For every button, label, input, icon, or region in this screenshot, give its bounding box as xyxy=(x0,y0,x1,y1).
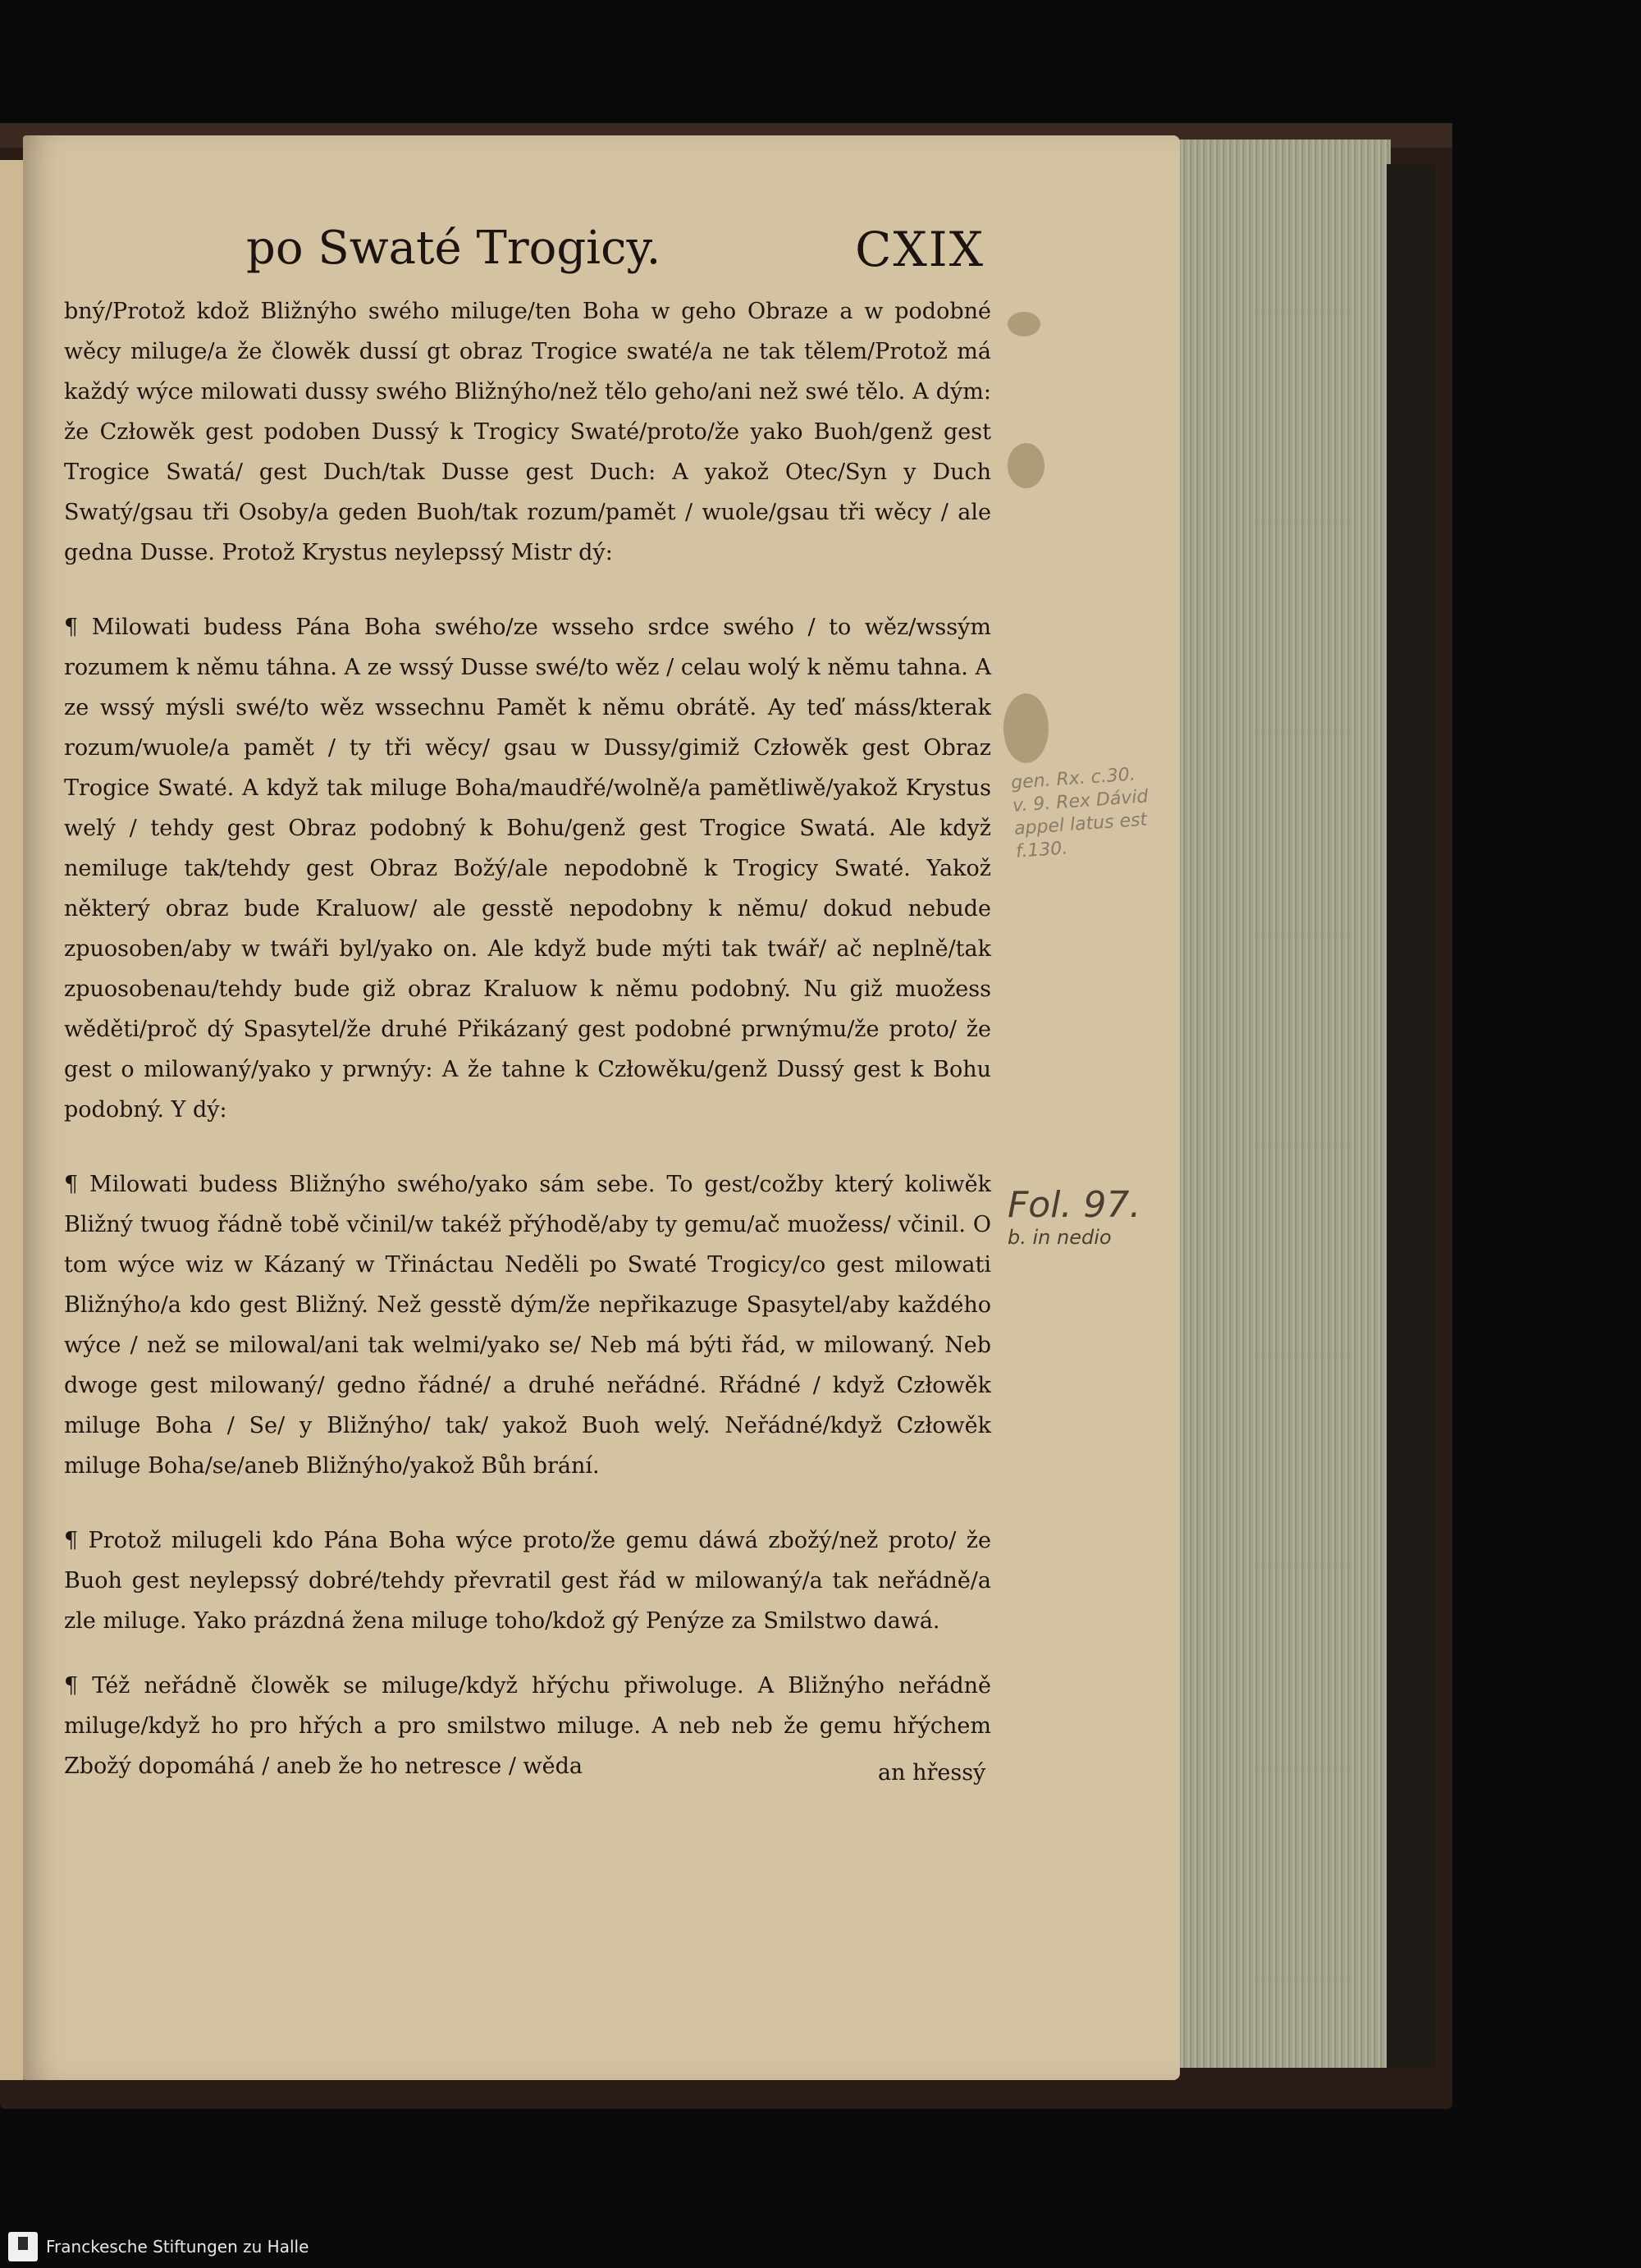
catchword: an hřessý xyxy=(878,1760,986,1786)
institution-name: Franckesche Stiftungen zu Halle xyxy=(46,2237,309,2257)
marginal-note-sub: b. in nedio xyxy=(1008,1226,1112,1249)
paper-stain xyxy=(1008,312,1040,336)
paragraph: ¶ Milowati budess Pána Boha swého/ze wsseho srdce swého / to wěz/wssým rozumem k němu táhna. A ze wssý Dusse swé/to wěz / celau wolý k němu tahna. A ze wssý mýsli swé/to wěz wssechnu Pamět k němu obrátě. Ay teď máss/kterak rozum/wuole/a pamět / ty tři wěcy/ gsau w Dussy/gimiž Człowěk gest Obraz Trogice Swaté. A když tak miluge Boha/maudřé/wolně/a pamětliwě/yakož Krystus welý / tehdy gest Obraz podobný k Bohu/genž gest Trogice Swatá. Ale když nemiluge tak/tehdy gest Obraz Božý/ale nepodobně k Trogicy Swaté. Yakož některý obraz bude Kraluow/ ale gesstě nepodobny k němu/ dokud nebude zpuosoben/aby w twáři byl/yako on. Ale když bude mýti tak twář/ ač neplně/tak zpuosobenau/tehdy bude giž obraz Kraluow k němu podobný. Nu giž muožess wěděti/proč dý Spasytel/že druhé Přikázaný gest podobné prwnýmu/že proto/ že gest o milowaný/yako y prwnýy: A že tahne k Człowěku/genž Dussý gest k Bohu podobný. Y dý: xyxy=(64,615,991,1123)
folio-number: CXIX xyxy=(855,222,985,277)
paper-stain xyxy=(1008,443,1044,488)
marginal-note-main: Fol. 97. xyxy=(1008,1184,1141,1226)
marginal-note: gen. Rx. c.30. v. 9. Rex Dávid appel latus est f.130. xyxy=(1010,764,1150,862)
facing-page-edge xyxy=(0,160,25,2080)
page-block-edge xyxy=(1173,139,1391,2068)
paragraph: ¶ Též neřádně člowěk se miluge/když hřýchu přiwoluge. A Bližnýho neřádně miluge/když ho pro hřých a pro smilstwo miluge. A neb neb že gemu hřýchem Zbožý dopomáhá / aneb že ho netresce / wěda xyxy=(64,1673,991,1779)
body-text xyxy=(64,291,991,1786)
paragraph: ¶ Protož milugeli kdo Pána Boha wýce proto/že gemu dáwá zbožý/než proto/ že Buoh gest neylepssý dobré/tehdy převratil gest řád w milowaný/a tak neřádně/a zle miluge. Yako prázdná žena miluge toho/kdož gý Penýze za Smilstwo dawá. xyxy=(64,1528,991,1634)
marginal-note xyxy=(1008,1186,1180,1250)
page-header xyxy=(246,222,985,287)
institution-logo-icon xyxy=(8,2232,38,2261)
paragraph: ¶ Milowati budess Bližnýho swého/yako sám sebe. To gest/cožby který koliwěk Bližný twuog řádně tobě včinil/w takéž přýhodě/aby ty gemu/ač muožess/ včinil. O tom wýce wiz w Kázaný w Třináctau Neděli po Swaté Trogicy/co gest milowati Bližnýho/a kdo gest Bližný. Než gesstě dým/že nepřikazuge Spasytel/aby každého wýce / než se milowal/ani tak welmi/yako se/ Neb má býti řád, w milowaný. Neb dwoge gest milowaný/ gedno řádné/ a druhé neřádné. Rřádné / když Człowěk miluge Boha / Se/ y Bližnýho/ tak/ yakož Buoh welý. Neřádné/když Człowěk miluge Boha/se/aneb Bližnýho/yakož Bůh brání. xyxy=(64,1172,991,1479)
paper-stain xyxy=(1003,693,1049,763)
page-block-shadow xyxy=(1387,164,1436,2068)
paragraph: bný/Protož kdož Bližnýho swého miluge/ten Boha w geho Obraze a w podobné wěcy miluge/a že člowěk dussí gt obraz Trogice swaté/a ne tak tělem/Protož má každý wýce milowati dussy swého Bližnýho/než tělo geho/ani než swé tělo. A dým: že Człowěk gest podoben Dussý k Trogicy Swaté/proto/že yako Buoh/genž gest Trogice Swatá/ gest Duch/tak Dusse gest Duch: A yakož Otec/Syn y Duch Swatý/gsau tři Osoby/a geden Buoh/tak rozum/pamět / wuole/gsau tři wěcy / ale gedna Dusse. Protož Krystus neylepssý Mistr dý: xyxy=(64,299,991,565)
running-head: po Swaté Trogicy. xyxy=(246,222,661,275)
footer-bar xyxy=(0,2225,1641,2268)
